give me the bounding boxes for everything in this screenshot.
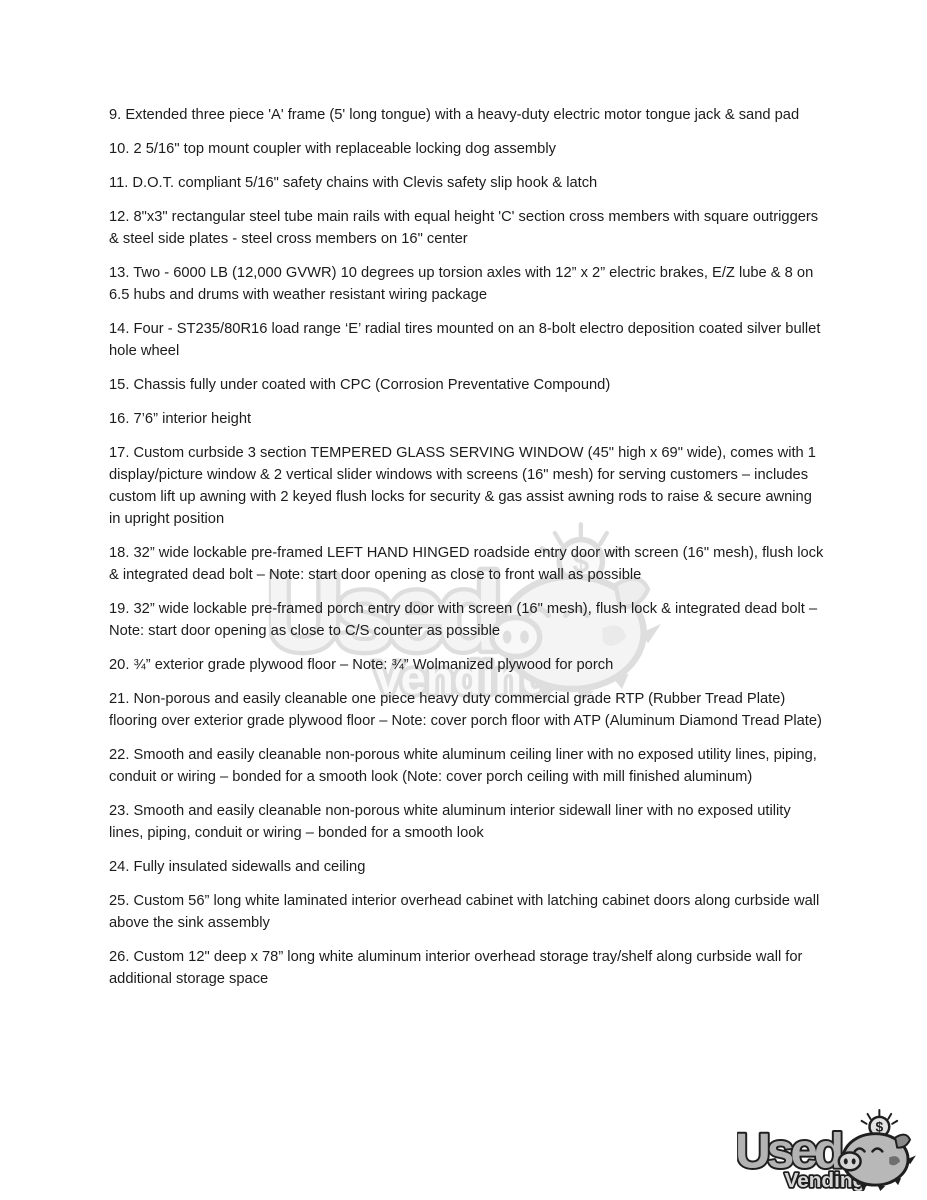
spec-item: 18. 32” wide lockable pre-framed LEFT HAND HINGED roadside entry door with screen (16" mesh), flush lock & integrated dead bolt – Note: start door opening as close to front wall as possible bbox=[109, 545, 824, 583]
spec-item: 14. Four - ST235/80R16 load range ‘E’ radial tires mounted on an 8-bolt electro deposition coated silver bullet hole wheel bbox=[109, 321, 821, 359]
usedvending-logo bbox=[736, 1108, 918, 1191]
spec-item: 25. Custom 56” long white laminated interior overhead cabinet with latching cabinet doors along curbside wall above the sink assembly bbox=[109, 893, 820, 931]
spec-item: 23. Smooth and easily cleanable non-porous white aluminum interior sidewall liner with no exposed utility lines, piping, conduit or wiring – bonded for a smooth look bbox=[109, 803, 791, 841]
spec-item: 21. Non-porous and easily cleanable one piece heavy duty commercial grade RTP (Rubber Tread Plate) flooring over exterior grade plywood floor – Note: cover porch floor with ATP (Aluminum Diamond Tread Plate) bbox=[109, 691, 822, 729]
spec-item: 19. 32” wide lockable pre-framed porch entry door with screen (16" mesh), flush lock & integrated dead bolt – Note: start door opening as close to C/S counter as possible bbox=[109, 601, 818, 639]
spec-item: 13. Two - 6000 LB (12,000 GVWR) 10 degrees up torsion axles with 12” x 2” electric brakes, E/Z lube & 8 on 6.5 hubs and drums with weather resistant wiring package bbox=[109, 265, 814, 303]
spec-item: 22. Smooth and easily cleanable non-porous white aluminum ceiling liner with no exposed utility lines, piping, conduit or wiring – bonded for a smooth look (Note: cover porch ceiling with mill finished aluminum) bbox=[109, 747, 817, 785]
spec-item: 15. Chassis fully under coated with CPC (Corrosion Preventative Compound) bbox=[109, 377, 611, 393]
spec-item: 26. Custom 12" deep x 78” long white aluminum interior overhead storage tray/shelf along curbside wall for additional storage space bbox=[109, 949, 803, 987]
spec-list bbox=[109, 104, 825, 1002]
spec-item: 16. 7’6” interior height bbox=[109, 411, 252, 427]
spec-item: 24. Fully insulated sidewalls and ceiling bbox=[109, 859, 366, 875]
spec-item: 20. ¾” exterior grade plywood floor – Note: ¾” Wolmanized plywood for porch bbox=[109, 657, 614, 673]
spec-item: 10. 2 5/16" top mount coupler with replaceable locking dog assembly bbox=[109, 141, 556, 157]
spec-item: 17. Custom curbside 3 section TEMPERED GLASS SERVING WINDOW (45" high x 69" wide), comes with 1 display/picture window & 2 vertical slider windows with screens (16" mesh) for serving customers – includes custom lift up awning with 2 keyed flush locks for security & gas assist awning rods to raise & secure awning in upright position bbox=[109, 445, 816, 527]
spec-item: 12. 8"x3" rectangular steel tube main rails with equal height 'C' section cross members with square outriggers & steel side plates - steel cross members on 16" center bbox=[109, 209, 819, 247]
spec-item: 11. D.O.T. compliant 5/16" safety chains with Clevis safety slip hook & latch bbox=[109, 175, 598, 191]
spec-item: 9. Extended three piece 'A' frame (5' long tongue) with a heavy-duty electric motor tongue jack & sand pad bbox=[109, 107, 800, 123]
